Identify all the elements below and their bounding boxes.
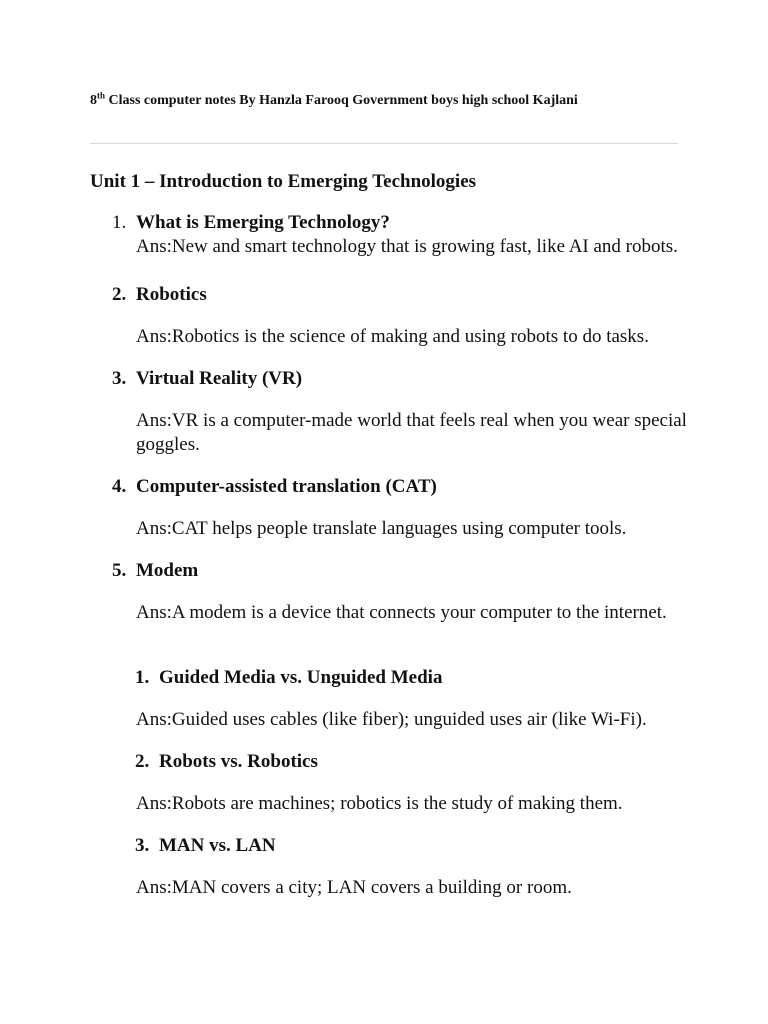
question-number: 2. [112,284,127,305]
header-text: Class computer notes By Hanzla Farooq Government boys high school Kajlani [105,93,578,108]
difference-number: 2. [135,751,150,772]
question-number: 5. [112,560,127,581]
question-title: What is Emerging Technology? [136,212,390,233]
unit-title: Unit 1 – Introduction to Emerging Technologies [90,171,477,192]
header-grade-suffix: th [97,90,106,101]
question-title: Computer-assisted translation (CAT) [136,476,437,497]
question-answer: Ans:CAT helps people translate languages using computer tools. [136,518,627,539]
question-answer: Ans:New and smart technology that is growing fast, like AI and robots. [136,236,678,257]
difference-title: Guided Media vs. Unguided Media [159,667,443,688]
question-number: 1. [112,212,127,233]
question-answer: Ans:A modem is a device that connects your computer to the internet. [136,602,667,623]
header-divider [90,143,678,144]
question-answer: Ans:Robotics is the science of making and using robots to do tasks. [136,326,649,347]
question-number: 3. [112,368,127,389]
difference-number: 1. [135,667,150,688]
difference-answer: Ans:Guided uses cables (like fiber); unguided uses air (like Wi-Fi). [136,709,647,730]
document-header [90,90,578,109]
difference-number: 3. [135,835,150,856]
question-title: Robotics [136,284,207,305]
question-answer: Ans:VR is a computer-made world that feels real when you wear special goggles. [136,410,687,455]
difference-title: Robots vs. Robotics [159,751,318,772]
difference-answer: Ans:Robots are machines; robotics is the study of making them. [136,793,623,814]
header-grade: 8 [90,93,97,108]
question-title: Virtual Reality (VR) [136,368,303,389]
question-title: Modem [136,560,199,581]
difference-title: MAN vs. LAN [159,835,276,856]
question-number: 4. [112,476,127,497]
difference-answer: Ans:MAN covers a city; LAN covers a building or room. [136,877,572,898]
